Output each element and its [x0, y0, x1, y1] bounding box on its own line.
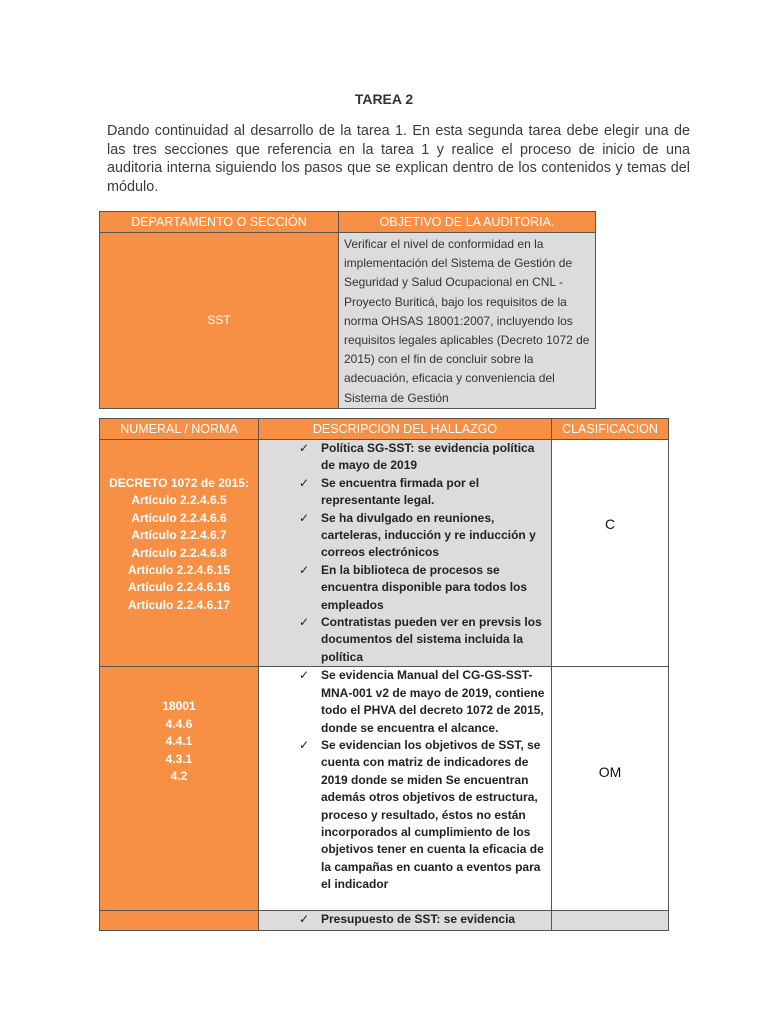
check-icon: ✓ — [299, 737, 310, 752]
numeral-cell — [100, 440, 259, 667]
numeral-cell — [100, 911, 259, 931]
page-title: TAREA 2 — [354, 91, 414, 107]
header-objective: OBJETIVO DE LA AUDITORIA. — [339, 212, 596, 233]
list-item: ✓ Se evidencian los objetivos de SST, se cuenta con matriz de indicadores de 2019 donde se miden Se encuentran además otros objetivos de estructura, proceso y resultado, éstos no están incorporados al cumplimiento de los objetivos tener en cuenta la eficacia de la campañas en cuanto a eventos para el indicador — [299, 737, 544, 892]
list-item: ✓ Contratistas pueden ver en prevsis los documentos del sistema incluida la política — [299, 615, 542, 664]
list-item: ✓ Se evidencia Manual del CG-GS-SST-MNA-001 v2 de mayo de 2019, contiene todo el PHVA del decreto 1072 de 2015, donde se encuentra el alcance. — [299, 668, 545, 735]
list-item: ✓ Política SG-SST: se evidencia política de mayo de 2019 — [299, 441, 535, 473]
check-icon: ✓ — [299, 615, 310, 630]
header-description: DESCRIPCION DEL HALLAZGO — [259, 419, 552, 440]
numeral-line: DECRETO 1072 de 2015: — [109, 476, 249, 490]
finding-list — [259, 667, 548, 893]
header-classification: CLASIFICACION — [552, 419, 669, 440]
finding-cell — [259, 667, 552, 911]
numeral-line: Artículo 2.2.4.6.17 — [127, 597, 231, 612]
header-numeral: NUMERAL / NORMA — [100, 419, 259, 440]
numeral-line: Artículo 2.2.4.6.7 — [131, 528, 227, 543]
numeral-line: Artículo 2.2.4.6.16 — [127, 580, 231, 595]
check-icon: ✓ — [299, 441, 310, 455]
table-row — [100, 911, 669, 931]
numeral-line: Artículo 2.2.4.6.5 — [131, 493, 227, 508]
check-icon: ✓ — [299, 912, 310, 927]
check-icon: ✓ — [299, 475, 310, 490]
numeral-line: Artículo 2.2.4.6.6 — [131, 510, 227, 525]
numeral-cell — [100, 667, 259, 911]
table-header-row — [100, 212, 596, 233]
table-row — [100, 233, 596, 409]
findings-table — [99, 418, 669, 931]
audit-objective-table — [99, 211, 596, 409]
numeral-line: 4.4.6 — [165, 716, 193, 731]
classification-cell — [552, 911, 669, 931]
numeral-line: 4.3.1 — [165, 751, 193, 766]
list-item: ✓ Se ha divulgado en reuniones, carteleras, inducción y re inducción y correos electrónicos — [299, 510, 536, 560]
objective-cell: Verificar el nivel de conformidad en la implementación del Sistema de Gestión de Seguridad y Salud Ocupacional en CNL - Proyecto Buriticá, bajo los requisitos de la norma OHSAS 18001:2007, incluyendo los requisitos legales aplicables (Decreto 1072 de 2015) con el fin de concluir sobre la adecuación, eficacia y conveniencia del Sistema de Gestión — [339, 233, 596, 409]
table-row — [100, 440, 669, 667]
table-header-row — [100, 419, 669, 440]
table-row — [100, 667, 669, 911]
check-icon: ✓ — [299, 510, 310, 525]
classification-cell: OM — [552, 667, 669, 911]
intro-paragraph: Dando continuidad al desarrollo de la tarea 1. En esta segunda tarea debe elegir una de las tres secciones que referencia en la tarea 1 y realice el proceso de inicio de una auditoria interna siguiendo los pasos que se explican dentro de los contenidos y temas del módulo. — [107, 123, 690, 195]
check-icon: ✓ — [299, 562, 310, 577]
list-item: ✓ En la biblioteca de procesos se encuentra disponible para todos los empleados — [299, 562, 528, 612]
numeral-line: Artículo 2.2.4.6.8 — [131, 545, 227, 560]
numeral-line: 4.4.1 — [165, 734, 193, 749]
list-item: ✓ Presupuesto de SST: se evidencia — [259, 911, 548, 928]
department-cell: SST — [100, 233, 339, 409]
header-department: DEPARTAMENTO O SECCIÓN — [100, 212, 339, 233]
list-item: ✓ Se encuentra firmada por el representante legal. — [299, 475, 480, 508]
finding-cell — [259, 440, 552, 667]
numeral-line: 4.2 — [170, 768, 188, 783]
finding-list — [259, 440, 548, 666]
finding-cell — [259, 911, 552, 931]
finding-list — [259, 911, 548, 928]
classification-cell: C — [552, 440, 669, 667]
numeral-line: Artículo 2.2.4.6.15 — [127, 563, 231, 578]
check-icon: ✓ — [299, 668, 310, 683]
numeral-line: 18001 — [162, 699, 196, 714]
